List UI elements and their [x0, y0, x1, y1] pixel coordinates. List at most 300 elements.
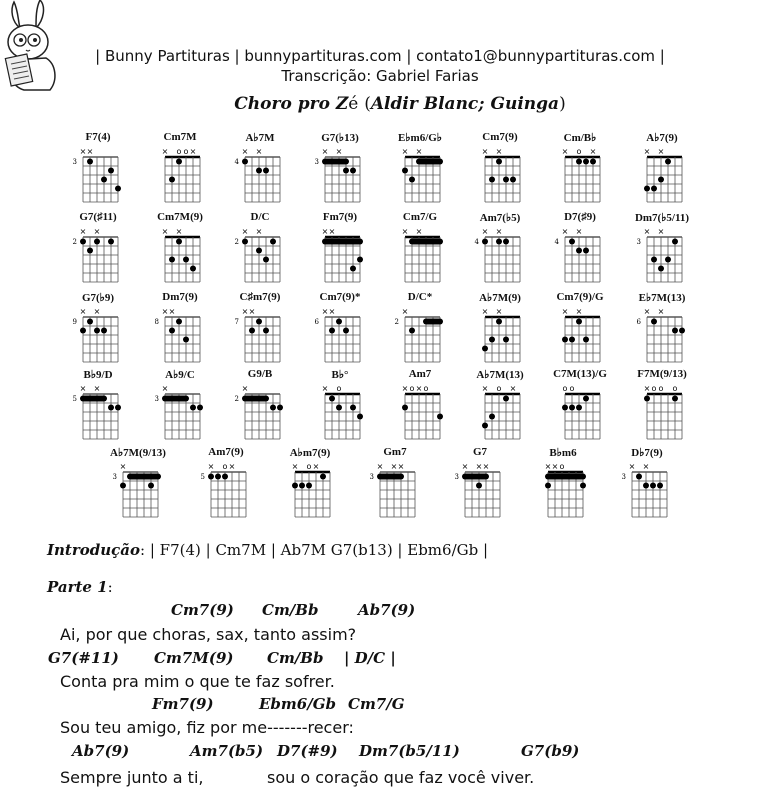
- muted-string-marker: ×: [328, 227, 336, 236]
- chord-fretboard: [186, 446, 266, 526]
- chord-diagram: [220, 291, 300, 371]
- muted-string-marker: ×: [86, 147, 94, 156]
- finger-dot: [169, 257, 175, 263]
- muted-string-marker: ×: [401, 147, 409, 156]
- finger-dot: [176, 319, 182, 325]
- muted-string-marker: ×: [401, 384, 409, 393]
- chord-fretboard: [58, 368, 138, 448]
- chord-symbol: Dm7(b5/11): [359, 742, 460, 760]
- chord-diagram-name: E♭7M(13): [638, 292, 686, 304]
- finger-dot: [409, 177, 415, 183]
- finger-dot: [120, 483, 126, 489]
- muted-string-marker: ×: [328, 307, 336, 316]
- chord-diagram: [140, 291, 220, 371]
- finger-dot: [569, 405, 575, 411]
- finger-dot: [101, 177, 107, 183]
- finger-dot: [215, 474, 221, 480]
- finger-dot: [482, 239, 488, 245]
- chord-diagram: [622, 131, 702, 211]
- muted-string-marker: ×: [161, 384, 169, 393]
- chord-diagram-name: A♭7M(9): [479, 292, 521, 304]
- muted-string-marker: ×: [189, 147, 197, 156]
- muted-string-marker: ×: [397, 462, 405, 471]
- chord-diagram-name: D7(♯9): [564, 211, 596, 223]
- chord-fretboard: [140, 368, 220, 448]
- chord-fretboard: [220, 291, 300, 371]
- part1-label: Parte 1: [47, 578, 108, 596]
- fret-number: 2: [234, 238, 239, 246]
- finger-dot: [569, 239, 575, 245]
- muted-string-marker: ×: [561, 147, 569, 156]
- finger-dot: [482, 346, 488, 352]
- chord-diagram: [523, 446, 603, 526]
- chord-diagram: [380, 211, 460, 291]
- barre-mark: [377, 474, 404, 480]
- muted-string-marker: ×: [461, 462, 469, 471]
- fret-number: 4: [554, 238, 559, 246]
- muted-string-marker: ×: [312, 462, 320, 471]
- fret-number: 6: [314, 318, 319, 326]
- chord-diagram-name: B♭9/D: [83, 369, 113, 381]
- finger-dot: [197, 405, 203, 411]
- finger-dot: [87, 319, 93, 325]
- finger-dot: [176, 239, 182, 245]
- chord-diagram-name: A♭7M(13): [476, 369, 524, 381]
- fret-number: 3: [112, 473, 117, 481]
- muted-string-marker: ×: [119, 462, 127, 471]
- lyric-line: Conta pra mim o que te faz sofrer.: [60, 672, 335, 691]
- finger-dot: [489, 337, 495, 343]
- muted-string-marker: ×: [228, 462, 236, 471]
- chord-fretboard: [460, 368, 540, 448]
- chord-diagram-name: E♭m6/G♭: [398, 132, 442, 144]
- open-string-marker: o: [569, 384, 575, 393]
- finger-dot: [503, 177, 509, 183]
- fret-number: 3: [454, 473, 459, 481]
- finger-dot: [242, 159, 248, 165]
- chord-diagram-name: Cm/B♭: [563, 132, 597, 144]
- muted-string-marker: ×: [376, 462, 384, 471]
- chord-diagram: [460, 368, 540, 448]
- chord-diagram-name: A♭m7(9): [289, 447, 331, 459]
- lyric-line: Sou teu amigo, fiz por me-------recer:: [60, 718, 354, 737]
- finger-dot: [665, 257, 671, 263]
- chord-diagram-name: F7(4): [85, 131, 111, 143]
- chord-fretboard: [300, 131, 380, 211]
- muted-string-marker: ×: [643, 147, 651, 156]
- finger-dot: [256, 248, 262, 254]
- finger-dot: [545, 483, 551, 489]
- chord-diagram: [540, 368, 620, 448]
- finger-dot: [320, 474, 326, 480]
- chord-diagram-name: G9/B: [247, 368, 273, 380]
- chord-diagram: [220, 131, 300, 211]
- chord-fretboard: [58, 291, 138, 371]
- chord-diagram-name: D♭7(9): [631, 447, 663, 459]
- song-title-main: Choro pro Z: [234, 94, 349, 114]
- open-string-marker: o: [672, 384, 678, 393]
- muted-string-marker: ×: [495, 147, 503, 156]
- finger-dot: [590, 159, 596, 165]
- finger-dot: [402, 168, 408, 174]
- finger-dot: [643, 483, 649, 489]
- finger-dot: [256, 168, 262, 174]
- fret-number: 8: [154, 318, 159, 326]
- chord-fretboard: [540, 291, 620, 371]
- finger-dot: [190, 405, 196, 411]
- barre-mark: [322, 159, 349, 165]
- fret-number: 2: [72, 238, 77, 246]
- open-string-marker: o: [222, 462, 228, 471]
- chord-diagram-name: G7(♭13): [321, 132, 359, 144]
- chord-diagram: [622, 291, 702, 371]
- finger-dot: [306, 483, 312, 489]
- open-string-marker: o: [183, 147, 189, 156]
- barre-mark: [462, 474, 489, 480]
- chord-diagram-name: Dm7(♭5/11): [634, 212, 690, 224]
- chord-fretboard: [140, 211, 220, 291]
- chord-diagram-name: B♭m6: [549, 447, 577, 459]
- chord-fretboard: [622, 211, 702, 291]
- chord-diagram-name: Dm7(9): [162, 291, 198, 303]
- chord-fretboard: [460, 131, 540, 211]
- chord-diagram-name: A♭7M(9/13): [110, 447, 166, 459]
- chord-fretboard: [58, 211, 138, 291]
- finger-dot: [510, 177, 516, 183]
- barre-mark: [409, 239, 443, 245]
- chord-fretboard: [58, 131, 138, 211]
- finger-dot: [672, 396, 678, 402]
- finger-dot: [292, 483, 298, 489]
- chord-diagram: [540, 211, 620, 291]
- finger-dot: [658, 266, 664, 272]
- finger-dot: [263, 328, 269, 334]
- chord-diagram-name: Cm7M: [163, 131, 197, 143]
- finger-dot: [482, 423, 488, 429]
- muted-string-marker: ×: [481, 384, 489, 393]
- muted-string-marker: ×: [657, 147, 665, 156]
- finger-dot: [651, 319, 657, 325]
- finger-dot: [87, 248, 93, 254]
- chord-fretboard: [300, 368, 380, 448]
- intro-chords: : | F7(4) | Cm7M | Ab7M G7(b13) | Ebm6/Gb |: [140, 541, 489, 559]
- chord-diagram-name: Cm7(9)/G: [556, 291, 604, 303]
- finger-dot: [583, 337, 589, 343]
- finger-dot: [476, 483, 482, 489]
- lyric-line: sou o coração que faz você viver.: [267, 768, 535, 787]
- finger-dot: [437, 414, 443, 420]
- barre-mark: [423, 319, 443, 325]
- finger-dot: [576, 159, 582, 165]
- finger-dot: [576, 319, 582, 325]
- muted-string-marker: ×: [589, 147, 597, 156]
- muted-string-marker: ×: [495, 227, 503, 236]
- chord-fretboard: [523, 446, 603, 526]
- finger-dot: [101, 328, 107, 334]
- muted-string-marker: ×: [79, 227, 87, 236]
- fret-number: 4: [234, 158, 239, 166]
- muted-string-marker: ×: [291, 462, 299, 471]
- open-string-marker: o: [336, 384, 342, 393]
- muted-string-marker: ×: [657, 227, 665, 236]
- chord-diagram-name: B♭°: [331, 369, 349, 381]
- finger-dot: [94, 239, 100, 245]
- finger-dot: [242, 239, 248, 245]
- chord-diagram: [460, 131, 540, 211]
- muted-string-marker: ×: [401, 307, 409, 316]
- chord-diagram-name: Gm7: [383, 446, 407, 458]
- muted-string-marker: ×: [241, 384, 249, 393]
- finger-dot: [249, 328, 255, 334]
- finger-dot: [329, 328, 335, 334]
- chord-diagram: [58, 211, 138, 291]
- muted-string-marker: ×: [175, 227, 183, 236]
- muted-string-marker: ×: [93, 227, 101, 236]
- muted-string-marker: ×: [415, 227, 423, 236]
- part1-heading: Parte 1:: [47, 578, 113, 596]
- chord-symbol: | D/C |: [344, 649, 396, 667]
- muted-string-marker: ×: [161, 147, 169, 156]
- chord-diagram-name: G7: [472, 446, 488, 458]
- chord-diagram: [460, 291, 540, 371]
- lyric-line: Sempre junto a ti,: [60, 768, 204, 787]
- chord-diagram: [270, 446, 350, 526]
- lyric-line: Ai, por que choras, sax, tanto assim?: [60, 625, 357, 644]
- chord-diagram: [98, 446, 178, 526]
- muted-string-marker: ×: [415, 147, 423, 156]
- chord-symbol: Ab7(9): [358, 601, 416, 619]
- chord-symbol: Cm7/G: [348, 695, 405, 713]
- finger-dot: [672, 328, 678, 334]
- muted-string-marker: ×: [241, 227, 249, 236]
- finger-dot: [183, 337, 189, 343]
- finger-dot: [496, 159, 502, 165]
- muted-string-marker: ×: [255, 147, 263, 156]
- chord-diagram: [440, 446, 520, 526]
- muted-string-marker: ×: [401, 227, 409, 236]
- muted-string-marker: ×: [335, 147, 343, 156]
- muted-string-marker: ×: [481, 227, 489, 236]
- chord-diagram-name: Cm7M(9): [157, 211, 203, 223]
- finger-dot: [277, 405, 283, 411]
- finger-dot: [148, 483, 154, 489]
- chord-diagram: [220, 368, 300, 448]
- finger-dot: [496, 239, 502, 245]
- chord-diagram-name: A♭7(9): [646, 132, 678, 144]
- finger-dot: [350, 405, 356, 411]
- open-string-marker: o: [496, 384, 502, 393]
- finger-dot: [108, 168, 114, 174]
- finger-dot: [87, 159, 93, 165]
- muted-string-marker: ×: [161, 307, 169, 316]
- muted-string-marker: ×: [255, 227, 263, 236]
- chord-symbol: G7(#11): [48, 649, 119, 667]
- chord-diagram: [140, 211, 220, 291]
- chord-diagram-name: Am7(♭5): [479, 212, 521, 224]
- finger-dot: [299, 483, 305, 489]
- finger-dot: [256, 319, 262, 325]
- chord-fretboard: [220, 211, 300, 291]
- chord-diagram-name: C7M(13)/G: [553, 368, 607, 380]
- finger-dot: [503, 239, 509, 245]
- chord-fretboard: [607, 446, 687, 526]
- finger-dot: [409, 328, 415, 334]
- barre-mark: [545, 474, 586, 480]
- finger-dot: [329, 396, 335, 402]
- chord-fretboard: [460, 211, 540, 291]
- barre-mark: [127, 474, 161, 480]
- chord-diagram-name: A♭9/C: [165, 369, 195, 381]
- chord-fretboard: [355, 446, 435, 526]
- chord-fretboard: [380, 368, 460, 448]
- finger-dot: [108, 405, 114, 411]
- muted-string-marker: ×: [561, 307, 569, 316]
- muted-string-marker: ×: [161, 227, 169, 236]
- finger-dot: [489, 414, 495, 420]
- finger-dot: [644, 396, 650, 402]
- open-string-marker: o: [576, 147, 582, 156]
- finger-dot: [343, 168, 349, 174]
- chord-diagram: [300, 368, 380, 448]
- finger-dot: [651, 186, 657, 192]
- finger-dot: [270, 405, 276, 411]
- chord-symbol: Cm7(9): [171, 601, 234, 619]
- muted-string-marker: ×: [561, 227, 569, 236]
- chord-diagram-name: F7M(9/13): [637, 368, 687, 380]
- fret-number: 3: [154, 395, 159, 403]
- chord-diagram: [622, 211, 702, 291]
- muted-string-marker: ×: [321, 307, 329, 316]
- muted-string-marker: ×: [79, 384, 87, 393]
- finger-dot: [357, 414, 363, 420]
- chord-diagram-name: Cm7(9): [482, 131, 518, 143]
- finger-dot: [679, 328, 685, 334]
- fret-number: 3: [314, 158, 319, 166]
- muted-string-marker: ×: [575, 307, 583, 316]
- finger-dot: [657, 483, 663, 489]
- finger-dot: [94, 328, 100, 334]
- finger-dot: [343, 328, 349, 334]
- open-string-marker: o: [306, 462, 312, 471]
- finger-dot: [357, 257, 363, 263]
- finger-dot: [183, 257, 189, 263]
- header-contact-line: | Bunny Partituras | bunnypartituras.com | contato1@bunnypartituras.com |: [95, 47, 665, 65]
- chord-diagram: [460, 211, 540, 291]
- chord-diagram: [220, 211, 300, 291]
- finger-dot: [562, 405, 568, 411]
- chord-diagram-name: Cm7(9)*: [319, 291, 361, 303]
- chord-diagram-name: C♯m7(9): [239, 291, 281, 303]
- finger-dot: [583, 248, 589, 254]
- chord-diagram: [622, 368, 702, 448]
- finger-dot: [650, 483, 656, 489]
- chord-diagram-name: A♭7M: [245, 132, 275, 144]
- song-title-accent: é: [348, 94, 359, 114]
- intro-line: [47, 541, 488, 559]
- finger-dot: [208, 474, 214, 480]
- open-string-marker: o: [409, 384, 415, 393]
- chord-fretboard: [300, 291, 380, 371]
- chord-diagram-name: Am7(9): [208, 446, 244, 458]
- chord-fretboard: [300, 211, 380, 291]
- finger-dot: [350, 168, 356, 174]
- finger-dot: [263, 168, 269, 174]
- barre-mark: [416, 159, 443, 165]
- finger-dot: [496, 319, 502, 325]
- finger-dot: [169, 177, 175, 183]
- muted-string-marker: ×: [321, 227, 329, 236]
- fret-number: 2: [394, 318, 399, 326]
- finger-dot: [658, 177, 664, 183]
- fret-number: 5: [200, 473, 205, 481]
- chord-diagram: [300, 211, 380, 291]
- chord-diagram-name: D/C: [250, 211, 270, 223]
- finger-dot: [636, 474, 642, 480]
- muted-string-marker: ×: [168, 307, 176, 316]
- chord-fretboard: [380, 131, 460, 211]
- chord-diagram: [58, 131, 138, 211]
- muted-string-marker: ×: [241, 307, 249, 316]
- open-string-marker: o: [559, 462, 565, 471]
- chord-fretboard: [540, 368, 620, 448]
- muted-string-marker: ×: [79, 147, 87, 156]
- chord-fretboard: [540, 131, 620, 211]
- chord-fretboard: [140, 131, 220, 211]
- finger-dot: [569, 337, 575, 343]
- finger-dot: [336, 319, 342, 325]
- finger-dot: [169, 328, 175, 334]
- header-transcription-credit: Transcrição: Gabriel Farias: [281, 67, 479, 85]
- finger-dot: [80, 239, 86, 245]
- muted-string-marker: ×: [643, 227, 651, 236]
- fret-number: 7: [234, 318, 239, 326]
- fret-number: 9: [72, 318, 77, 326]
- chord-diagram: [380, 131, 460, 211]
- finger-dot: [80, 328, 86, 334]
- muted-string-marker: ×: [482, 462, 490, 471]
- muted-string-marker: ×: [93, 307, 101, 316]
- chord-fretboard: [140, 291, 220, 371]
- finger-dot: [576, 405, 582, 411]
- finger-dot: [263, 257, 269, 263]
- barre-mark: [322, 239, 363, 245]
- finger-dot: [583, 159, 589, 165]
- song-artists: Aldir Blanc; Guinga: [370, 94, 560, 114]
- chord-fretboard: [460, 291, 540, 371]
- chord-fretboard: [270, 446, 350, 526]
- chord-fretboard: [380, 211, 460, 291]
- finger-dot: [562, 337, 568, 343]
- muted-string-marker: ×: [415, 384, 423, 393]
- muted-string-marker: ×: [481, 147, 489, 156]
- fret-number: 5: [72, 395, 77, 403]
- chord-diagram: [380, 368, 460, 448]
- chord-diagram-name: Am7: [408, 368, 432, 380]
- chord-fretboard: [622, 368, 702, 448]
- finger-dot: [108, 239, 114, 245]
- chord-fretboard: [622, 291, 702, 371]
- fret-number: 3: [636, 238, 641, 246]
- muted-string-marker: ×: [390, 462, 398, 471]
- finger-dot: [350, 266, 356, 272]
- open-string-marker: o: [658, 384, 664, 393]
- chord-symbol: Cm/Bb: [262, 601, 319, 619]
- chord-fretboard: [440, 446, 520, 526]
- chord-fretboard: [220, 368, 300, 448]
- muted-string-marker: ×: [643, 307, 651, 316]
- finger-dot: [644, 186, 650, 192]
- open-string-marker: o: [423, 384, 429, 393]
